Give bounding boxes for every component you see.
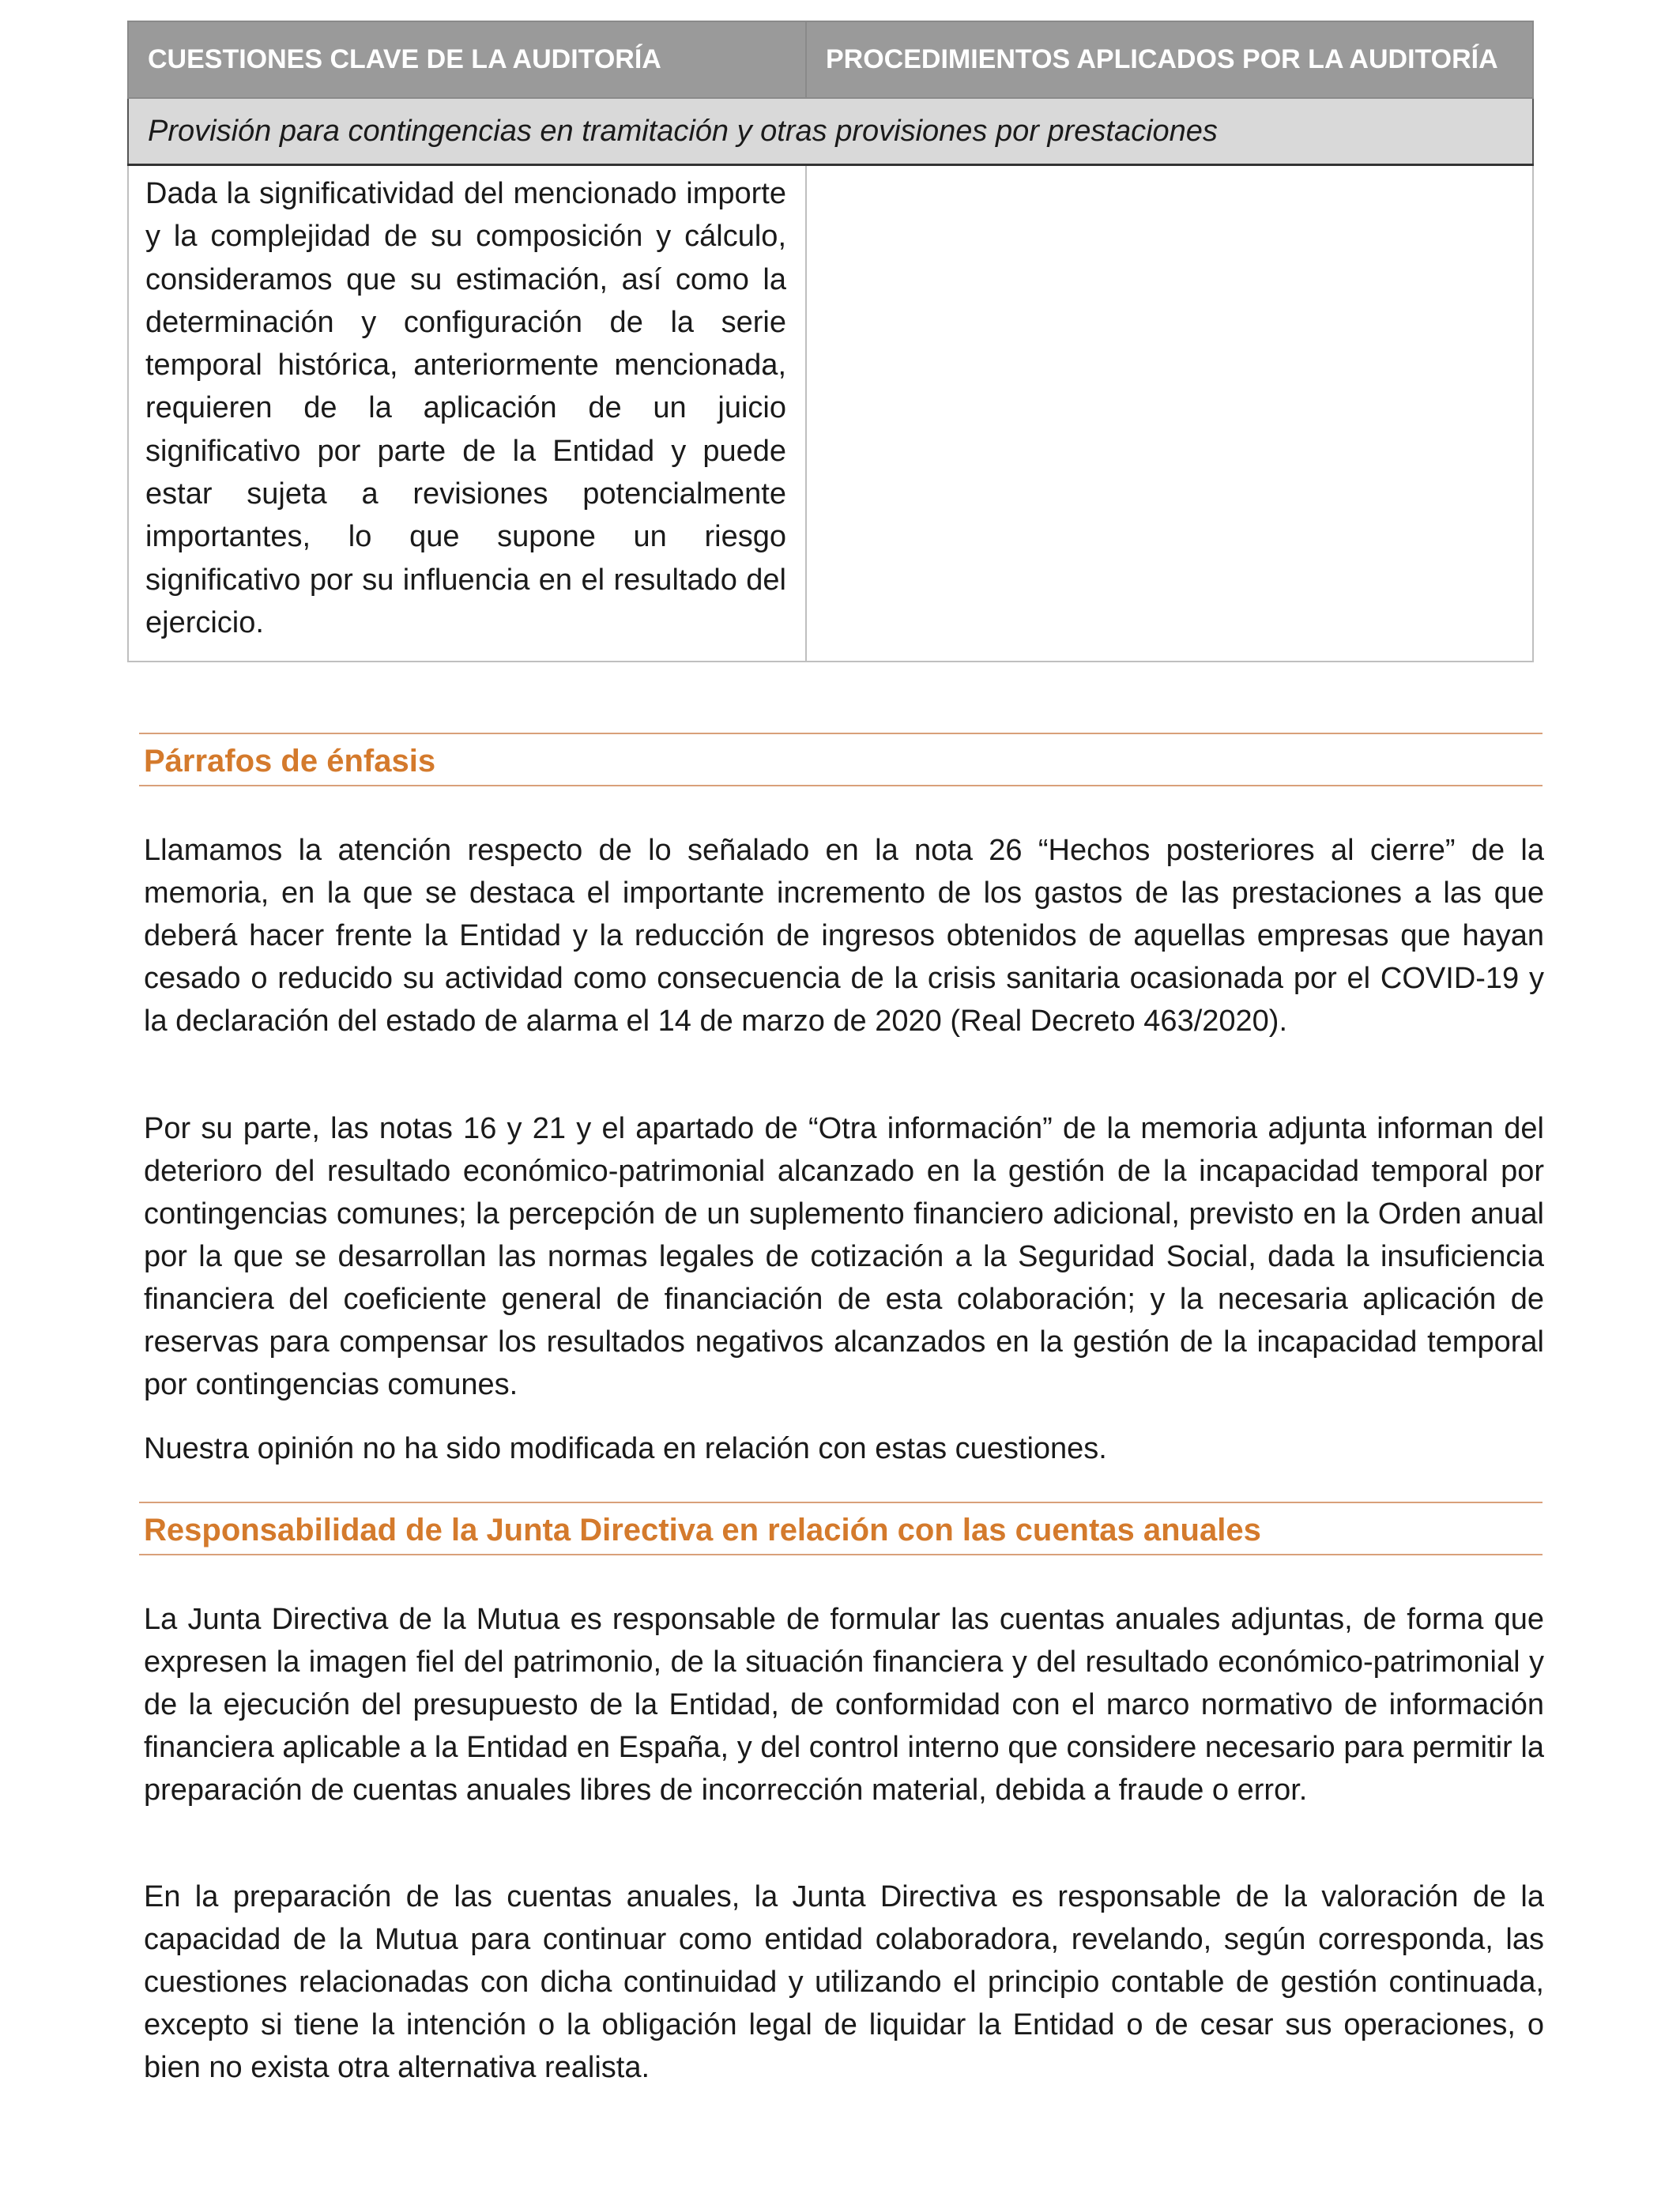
header-key-matters: CUESTIONES CLAVE DE LA AUDITORÍA	[128, 21, 806, 98]
key-matter-cell	[128, 165, 806, 662]
table-subheader-row	[128, 98, 1533, 165]
header-procedures: PROCEDIMIENTOS APLICADOS POR LA AUDITORÍA	[806, 21, 1533, 98]
table-header-row	[128, 21, 1533, 98]
emphasis-paragraph-3: Nuestra opinión no ha sido modificada en relación con estas cuestiones.	[144, 1432, 1107, 1465]
responsibility-paragraph-2: En la preparación de las cuentas anuales, la Junta Directiva es responsable de la valoración de la capacidad de la Mutua para continuar como entidad colaboradora, revelando, según corresponda, las cuestiones relacionadas con dicha continuidad y utilizando el principio contable de gestión continuada, excepto si tiene la intención o la obligación legal de liquidar la Entidad o de cesar sus operaciones, o bien no exista otra alternativa realista.	[144, 1880, 1544, 2084]
key-matter-text: Dada la significatividad del mencionado importe y la complejidad de su composición y cálculo, consideramos que su estimación, así como la determinación y configuración de la serie temporal histórica, anteriormente mencionada, requieren de la aplicación de un juicio significativo por parte de la Entidad y puede estar sujeta a revisiones potencialmente importantes, lo que supone un riesgo significativo por su influencia en el resultado del ejercicio.	[145, 177, 786, 639]
emphasis-paragraph-2: Por su parte, las notas 16 y 21 y el apartado de “Otra información” de la memoria adjunta informan del deterioro del resultado económico-patrimonial alcanzado en la gestión de la incapacidad temporal por contingencias comunes; la percepción de un suplemento financiero adicional, previsto en la Orden anual por la que se desarrollan las normas legales de cotización a la Seguridad Social, dada la insuficiencia financiera del coeficiente general de financiación de esta colaboración; y la necesaria aplicación de reservas para compensar los resultados negativos alcanzados en la gestión de la incapacidad temporal por contingencias comunes.	[144, 1112, 1544, 1401]
procedures-cell	[806, 165, 1533, 662]
audit-matters-table	[127, 21, 1534, 662]
table-subheader: Provisión para contingencias en tramitación y otras provisiones por prestaciones	[128, 98, 1533, 165]
responsibility-paragraph-1: La Junta Directiva de la Mutua es responsable de formular las cuentas anuales adjuntas, de forma que expresen la imagen fiel del patrimonio, de la situación financiera y del resultado económico-patrimonial y de la ejecución del presupuesto de la Entidad, de conformidad con el marco normativo de información financiera aplicable a la Entidad en España, y del control interno que considere necesario para permitir la preparación de cuentas anuales libres de incorrección material, debida a fraude o error.	[144, 1603, 1544, 1807]
emphasis-heading: Párrafos de énfasis	[139, 733, 1543, 786]
emphasis-paragraph-1: Llamamos la atención respecto de lo señalado en la nota 26 “Hechos posteriores al cierre” de la memoria, en la que se destaca el importante incremento de los gastos de las prestaciones a las que deberá hacer frente la Entidad y la reducción de ingresos obtenidos de aquellas empresas que hayan cesado o reducido su actividad como consecuencia de la crisis sanitaria ocasionada por el COVID-19 y la declaración del estado de alarma el 14 de marzo de 2020 (Real Decreto 463/2020).	[144, 834, 1544, 1038]
responsibility-heading: Responsabilidad de la Junta Directiva en relación con las cuentas anuales	[139, 1502, 1543, 1555]
table-row	[128, 165, 1533, 662]
